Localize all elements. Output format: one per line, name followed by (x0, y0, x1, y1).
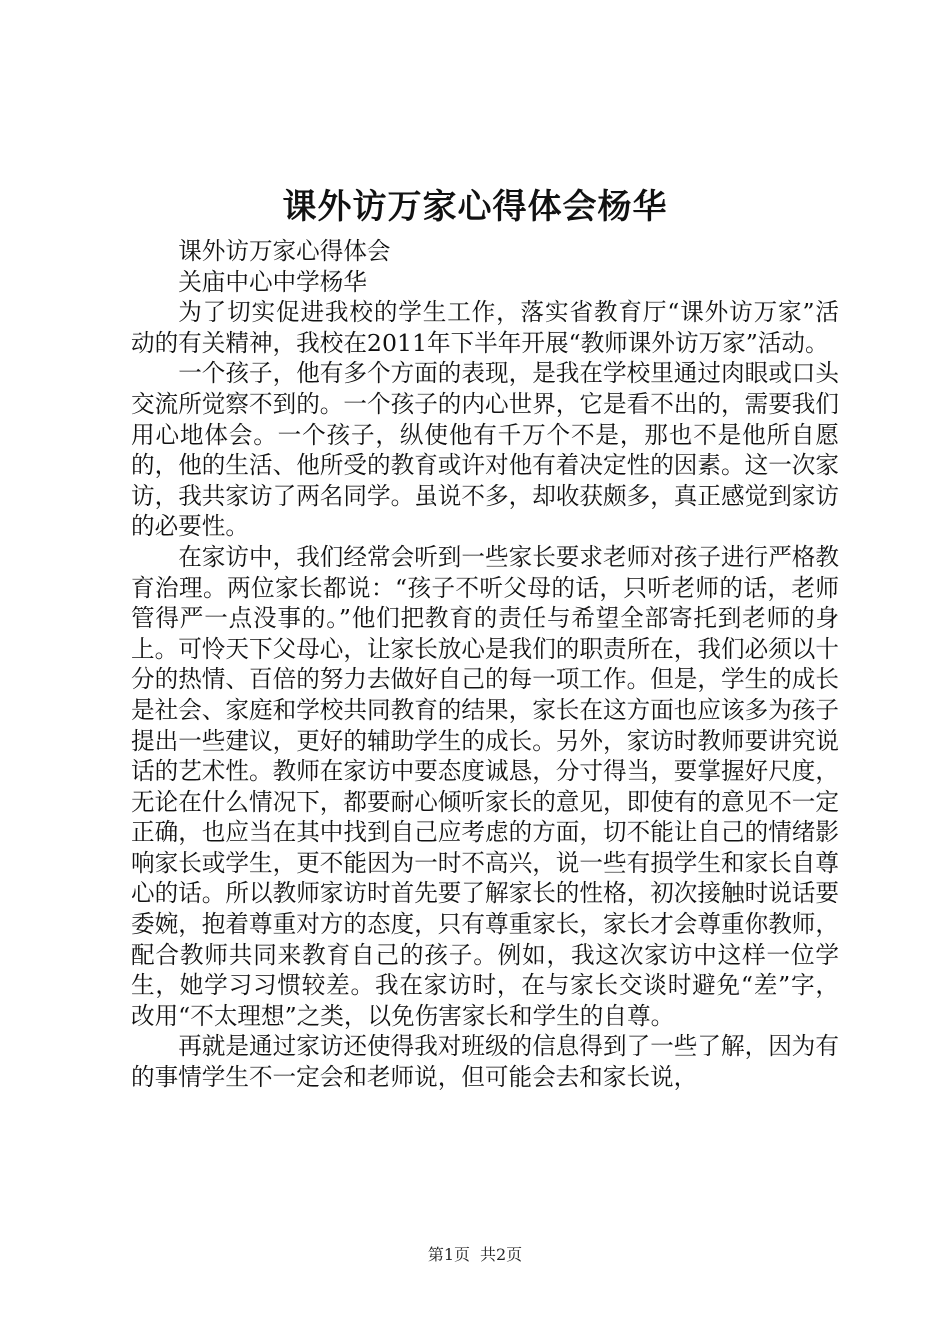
paragraph: 一个孩子，他有多个方面的表现，是我在学校里通过肉眼或口头交流所觉察不到的。一个孩子的内心世界，它是看不出的，需要我们用心地体会。一个孩子，纵使他有千万个不是，那也不是他所自愿的，他的生活、他所受的教育或许对他有着决定性的因素。这一次家访，我共家访了两名同学。虽说不多，却收获颇多，真正感觉到家访的必要性。 (131, 359, 839, 541)
paragraph: 为了切实促进我校的学生工作，落实省教育厅“课外访万家”活动的有关精神，我校在2011年下半年开展“教师课外访万家”活动。 (131, 298, 839, 357)
page-number: 第1页 (427, 1245, 470, 1264)
document-body (131, 236, 839, 1093)
document-title: 课外访万家心得体会杨华 (282, 187, 668, 227)
page-footer (0, 1244, 950, 1266)
paragraph: 再就是通过家访还使得我对班级的信息得到了一些了解，因为有的事情学生不一定会和老师说，但可能会去和家长说， (131, 1032, 839, 1092)
paragraph-subtitle: 课外访万家心得体会 (178, 237, 391, 265)
paragraph: 在家访中，我们经常会听到一些家长要求老师对孩子进行严格教育治理。两位家长都说：“孩子不听父母的话，只听老师的话，老师管得严一点没事的。”他们把教育的责任与希望全部寄托到老师的身上。可怜天下父母心，让家长放心是我们的职责所在，我们必须以十分的热情、百倍的努力去做好自己的每一项工作。但是，学生的成长是社会、家庭和学校共同教育的结果，家长在这方面也应该多为孩子提出一些建议，更好的辅助学生的成长。另外，家访时教师要讲究说话的艺术性。教师在家访中要态度诚恳，分寸得当，要掌握好尺度，无论在什么情况下，都要耐心倾听家长的意见，即使有的意见不一定正确，也应当在其中找到自己应考虑的方面，切不能让自己的情绪影响家长或学生，更不能因为一时不高兴，说一些有损学生和家长自尊心的话。所以教师家访时首先要了解家长的性格，初次接触时说话要委婉，抱着尊重对方的态度，只有尊重家长，家长才会尊重你教师，配合教师共同来教育自己的孩子。例如，我这次家访中这样一位学生，她学习习惯较差。我在家访时，在与家长交谈时避免“差”字，改用“不太理想”之类，以免伤害家长和学生的自尊。 (131, 542, 839, 1030)
paragraph-author: 关庙中心中学杨华 (178, 267, 367, 296)
page-total: 共2页 (480, 1245, 523, 1264)
